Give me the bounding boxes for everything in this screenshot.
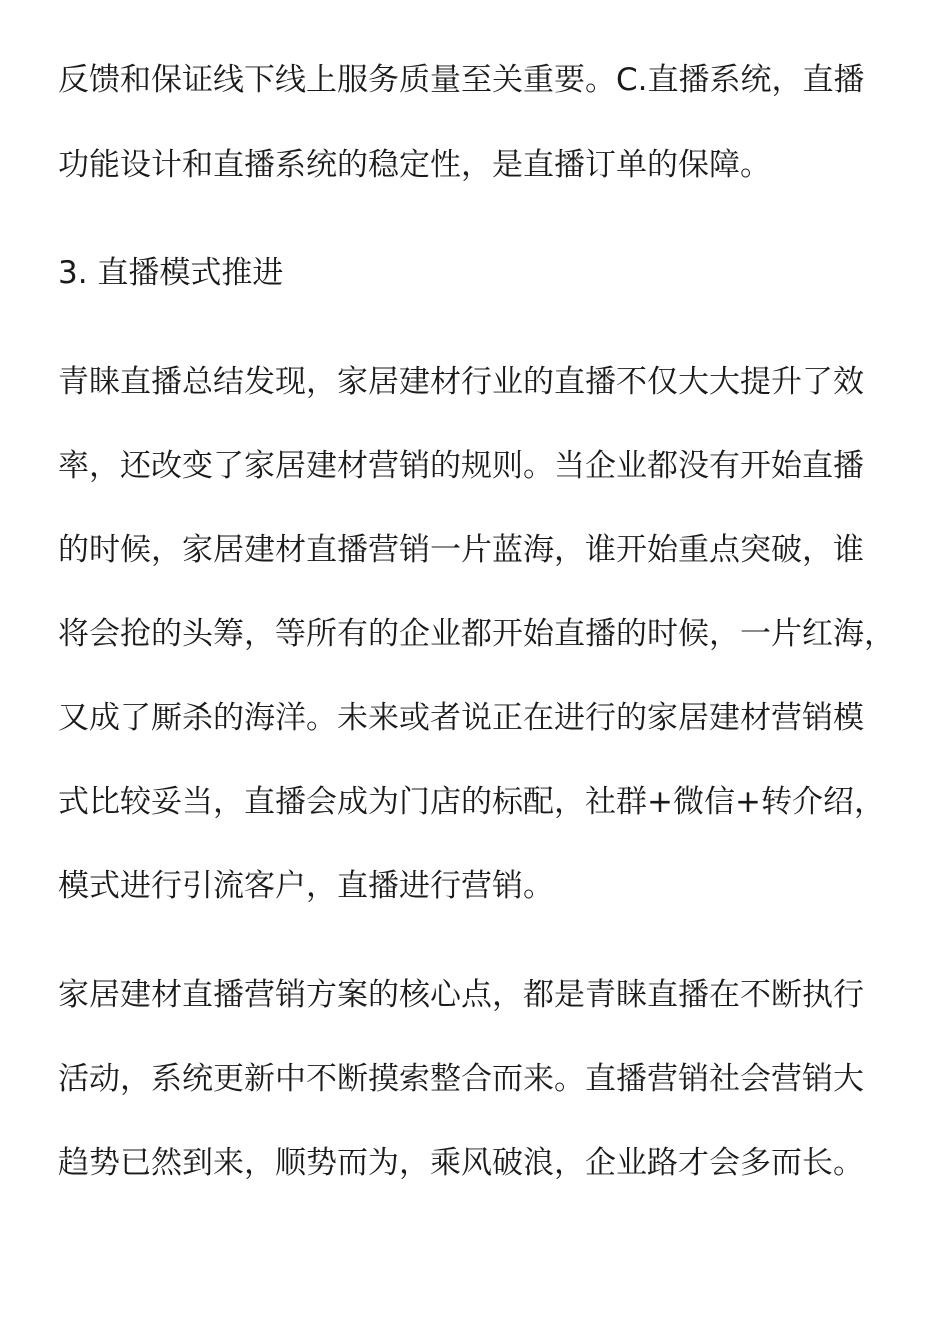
section-heading: 3. 直播模式推进 [58,255,284,291]
text-line: 青睐直播总结发现，家居建材行业的直播不仅大大提升了效 [58,364,864,400]
text-line: 模式进行引流客户，直播进行营销。 [58,868,554,904]
text-line: 趋势已然到来，顺势而为，乘风破浪，企业路才会多而长。 [58,1145,864,1181]
text-line: 活动，系统更新中不断摸索整合而来。直播营销社会营销大 [58,1061,864,1097]
text-line: 功能设计和直播系统的稳定性，是直播订单的保障。 [58,147,771,183]
text-line: 反馈和保证线下线上服务质量至关重要。C.直播系统，直播 [58,62,865,98]
text-line: 式比较妥当，直播会成为门店的标配，社群+微信+转介绍， [58,784,885,820]
text-line: 又成了厮杀的海洋。未来或者说正在进行的家居建材营销模 [58,700,864,736]
text-line: 的时候，家居建材直播营销一片蓝海，谁开始重点突破，谁 [58,532,864,568]
text-line: 率，还改变了家居建材营销的规则。当企业都没有开始直播 [58,448,864,484]
text-line: 将会抢的头筹，等所有的企业都开始直播的时候，一片红海， [58,616,895,652]
text-line: 家居建材直播营销方案的核心点，都是青睐直播在不断执行 [58,977,864,1013]
